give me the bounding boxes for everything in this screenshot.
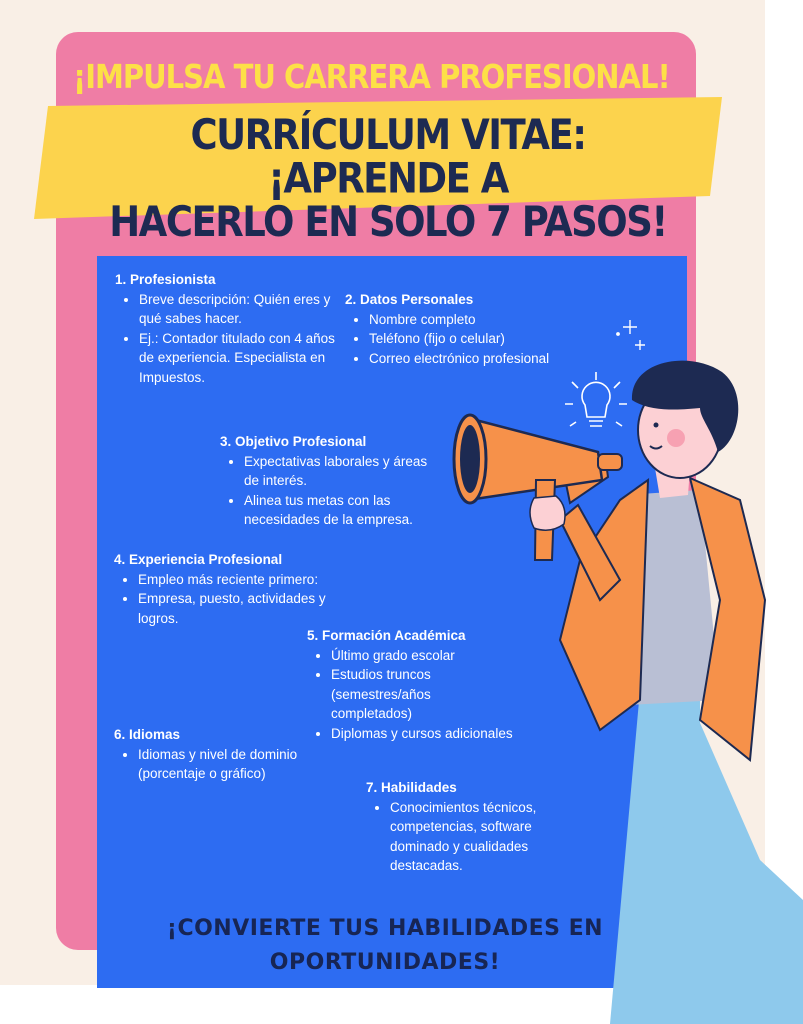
list-item: • Correo electrónico profesional <box>369 349 605 369</box>
list-item: • Expectativas laborales y áreas de interés. <box>244 452 445 491</box>
title-line-1: CURRÍCULUM VITAE: ¡APRENDE A <box>190 110 586 203</box>
list-item: • Último grado escolar <box>331 646 547 666</box>
section-experiencia-profesional <box>114 550 339 628</box>
section-title: 2. Datos Personales <box>345 292 474 307</box>
kicker-heading: ¡IMPULSA TU CARRERA PROFESIONAL! <box>73 58 670 97</box>
list-item: • Empresa, puesto, actividades y logros. <box>138 589 339 628</box>
section-title: 1. Profesionista <box>115 272 216 287</box>
section-title: 6. Idiomas <box>114 727 181 742</box>
main-title <box>108 110 668 247</box>
list-item: • Diplomas y cursos adicionales <box>331 724 547 744</box>
list-item: • Empleo más reciente primero: <box>138 570 339 590</box>
cta-line-2: OPORTUNIDADES! <box>269 950 501 975</box>
section-habilidades <box>366 778 571 876</box>
section-title: 7. Habilidades <box>366 780 457 795</box>
list-item: • Idiomas y nivel de dominio (porcentaje o gráfico) <box>138 745 314 784</box>
list-item: • Alinea tus metas con las necesidades de la empresa. <box>244 491 445 530</box>
section-datos-personales <box>345 290 605 368</box>
list-item: • Ej.: Contador titulado con 4 años de experiencia. Especialista en Impuestos. <box>139 329 345 388</box>
list-item: • Teléfono (fijo o celular) <box>369 329 605 349</box>
list-item: • Breve descripción: Quién eres y qué sabes hacer. <box>139 290 345 329</box>
section-title: 4. Experiencia Profesional <box>114 552 283 567</box>
section-profesionista <box>115 270 345 387</box>
list-item: • Nombre completo <box>369 310 605 330</box>
section-title: 5. Formación Académica <box>307 628 466 643</box>
section-title: 3. Objetivo Profesional <box>220 434 367 449</box>
title-line-2: HACERLO EN SOLO 7 PASOS! <box>109 198 667 247</box>
call-to-action <box>150 912 620 980</box>
cta-line-1: ¡CONVIERTE TUS HABILIDADES EN <box>166 916 604 941</box>
list-item: • Estudios truncos (semestres/años completados) <box>331 665 461 724</box>
section-formacion-academica <box>307 626 547 743</box>
section-objetivo-profesional <box>220 432 445 530</box>
section-idiomas <box>114 725 314 784</box>
list-item: • Conocimientos técnicos, competencias, software dominado y cualidades destacadas. <box>390 798 571 876</box>
